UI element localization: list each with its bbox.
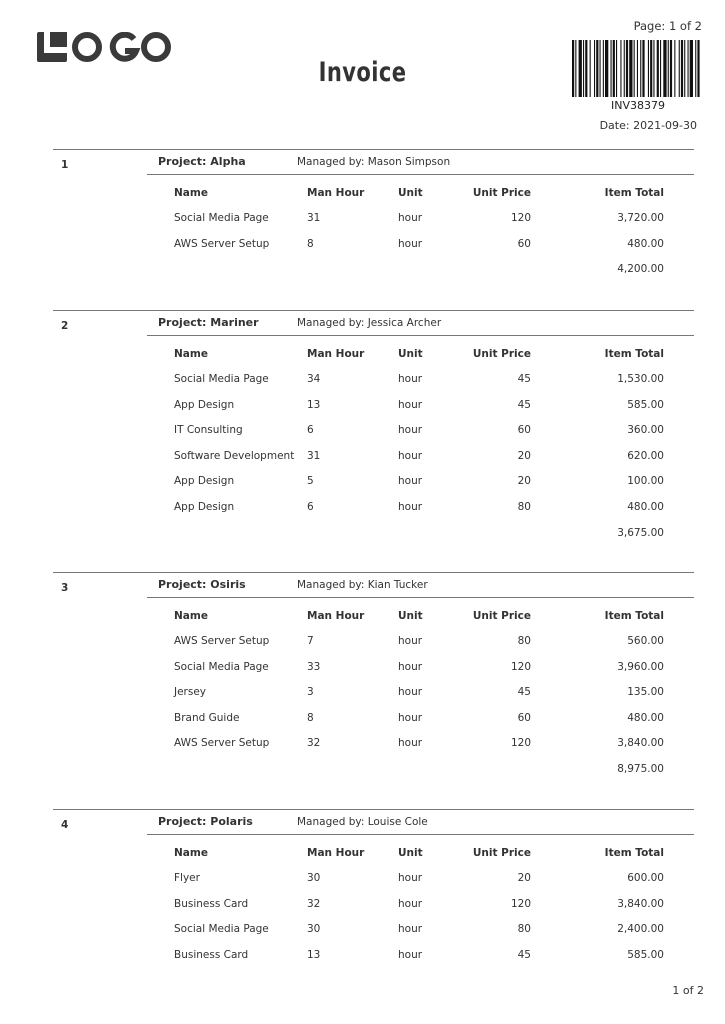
item-unit: hour xyxy=(398,398,423,411)
barcode-bar xyxy=(585,40,587,97)
item-unit-price: 45 xyxy=(517,398,531,411)
item-unit-price: 80 xyxy=(517,923,531,936)
item-name: AWS Server Setup xyxy=(174,737,270,750)
item-man-hour: 33 xyxy=(307,660,321,673)
barcode-bar xyxy=(679,40,680,97)
table-header xyxy=(0,187,725,203)
project-subtotal-row xyxy=(0,527,725,547)
page-indicator: Page: 1 of 2 xyxy=(633,19,702,33)
item-total: 585.00 xyxy=(627,398,664,411)
item-name: Jersey xyxy=(174,686,207,699)
column-header-item-total: Item Total xyxy=(604,187,664,199)
item-man-hour: 32 xyxy=(307,897,321,910)
item-man-hour: 13 xyxy=(307,398,321,411)
column-header-item-total: Item Total xyxy=(604,348,664,360)
table-row xyxy=(0,475,725,501)
item-name: App Design xyxy=(174,398,235,411)
column-header-name: Name xyxy=(174,187,208,199)
item-total: 2,400.00 xyxy=(617,923,664,936)
line-items xyxy=(0,212,725,283)
barcode-bar xyxy=(572,40,574,97)
item-man-hour: 34 xyxy=(307,373,321,385)
item-man-hour: 6 xyxy=(307,424,314,437)
column-header-unit: Unit xyxy=(398,847,423,859)
table-row xyxy=(0,501,725,527)
barcode-bar xyxy=(583,40,584,97)
barcode-bar xyxy=(690,40,693,97)
item-name: Business Card xyxy=(174,948,249,961)
item-total: 560.00 xyxy=(627,635,664,647)
column-header-name: Name xyxy=(174,348,208,360)
barcode-bar xyxy=(688,40,689,97)
item-total: 620.00 xyxy=(627,449,664,462)
section-divider xyxy=(53,310,694,311)
item-name: Flyer xyxy=(174,872,200,884)
item-man-hour: 3 xyxy=(307,686,314,699)
item-unit: hour xyxy=(398,948,423,961)
table-header xyxy=(0,847,725,863)
item-total: 3,960.00 xyxy=(617,660,664,673)
item-unit: hour xyxy=(398,212,423,224)
item-total: 585.00 xyxy=(627,948,664,961)
table-row xyxy=(0,923,725,949)
column-header-man-hour: Man Hour xyxy=(307,847,365,859)
table-row xyxy=(0,898,725,924)
table-row xyxy=(0,238,725,264)
barcode-bar xyxy=(629,40,632,97)
table-row xyxy=(0,737,725,763)
table-row xyxy=(0,686,725,712)
table-row xyxy=(0,399,725,425)
item-total: 100.00 xyxy=(627,475,664,488)
barcode-bar xyxy=(660,40,661,97)
table-row xyxy=(0,712,725,738)
item-man-hour: 7 xyxy=(307,635,314,647)
section-divider xyxy=(53,149,694,150)
project-name: Project: Osiris xyxy=(158,578,246,591)
item-name: Business Card xyxy=(174,897,249,910)
item-man-hour: 31 xyxy=(307,449,321,462)
barcode xyxy=(572,40,700,97)
item-unit-price: 60 xyxy=(517,711,531,724)
barcode-bar xyxy=(674,40,675,97)
item-total: 600.00 xyxy=(627,872,664,884)
barcode-bar xyxy=(684,40,685,97)
column-header-unit-price: Unit Price xyxy=(472,348,531,360)
invoice-number: INV38379 xyxy=(611,99,665,112)
barcode-bar xyxy=(650,40,652,97)
item-unit: hour xyxy=(398,500,423,513)
project-name: Project: Mariner xyxy=(158,316,259,329)
item-man-hour: 31 xyxy=(307,212,321,224)
table-row xyxy=(0,949,725,975)
barcode-bar xyxy=(648,40,649,97)
item-unit-price: 80 xyxy=(517,500,531,513)
column-header-name: Name xyxy=(174,847,208,859)
table-row xyxy=(0,635,725,661)
header-divider xyxy=(147,174,694,175)
column-header-name: Name xyxy=(174,610,208,622)
column-header-unit: Unit xyxy=(398,348,423,360)
item-name: AWS Server Setup xyxy=(174,635,270,647)
barcode-bar xyxy=(626,40,628,97)
column-header-man-hour: Man Hour xyxy=(307,187,365,199)
column-header-item-total: Item Total xyxy=(604,610,664,622)
item-man-hour: 6 xyxy=(307,500,314,513)
item-total: 480.00 xyxy=(627,500,664,513)
column-header-unit-price: Unit Price xyxy=(472,847,531,859)
barcode-bar xyxy=(590,40,591,97)
item-name: Social Media Page xyxy=(174,373,269,385)
item-man-hour: 5 xyxy=(307,475,314,488)
item-total: 480.00 xyxy=(627,711,664,724)
barcode-bar xyxy=(596,40,598,97)
column-header-unit-price: Unit Price xyxy=(472,610,531,622)
table-header xyxy=(0,610,725,626)
item-name: Social Media Page xyxy=(174,660,269,673)
project-number: 2 xyxy=(61,320,69,332)
barcode-bar xyxy=(670,40,672,97)
barcode-bar xyxy=(657,40,659,97)
item-unit: hour xyxy=(398,686,423,699)
item-total: 3,840.00 xyxy=(617,897,664,910)
item-unit: hour xyxy=(398,737,423,750)
project-subtotal-row xyxy=(0,763,725,783)
item-unit: hour xyxy=(398,373,423,385)
item-unit-price: 120 xyxy=(510,737,531,750)
item-unit: hour xyxy=(398,660,423,673)
barcode-bar xyxy=(624,40,625,97)
header-divider xyxy=(147,335,694,336)
item-name: App Design xyxy=(174,475,235,488)
barcode-bar xyxy=(668,40,669,97)
item-unit: hour xyxy=(398,635,423,647)
table-row xyxy=(0,212,725,238)
section-divider xyxy=(53,572,694,573)
table-row xyxy=(0,424,725,450)
table-header xyxy=(0,348,725,364)
section-divider xyxy=(53,809,694,810)
project-manager: Managed by: Louise Cole xyxy=(297,816,428,828)
item-man-hour: 8 xyxy=(307,237,314,250)
document-title: Invoice xyxy=(318,57,407,88)
item-name: Brand Guide xyxy=(174,711,240,724)
item-total: 360.00 xyxy=(627,424,664,437)
project-number: 3 xyxy=(61,582,69,594)
barcode-bar xyxy=(640,40,641,97)
item-total: 3,840.00 xyxy=(617,737,664,750)
barcode-bar xyxy=(620,40,621,97)
item-unit-price: 80 xyxy=(517,635,531,647)
item-name: Social Media Page xyxy=(174,923,269,936)
item-unit-price: 45 xyxy=(517,948,531,961)
item-name: AWS Server Setup xyxy=(174,237,270,250)
line-items xyxy=(0,373,725,547)
item-unit: hour xyxy=(398,449,423,462)
column-header-item-total: Item Total xyxy=(604,847,664,859)
project-manager: Managed by: Kian Tucker xyxy=(297,579,428,591)
project-subtotal: 8,975.00 xyxy=(617,762,664,775)
item-unit-price: 45 xyxy=(517,686,531,699)
column-header-man-hour: Man Hour xyxy=(307,348,365,360)
barcode-bar xyxy=(653,40,654,97)
project-name: Project: Alpha xyxy=(158,155,246,168)
barcode-bar xyxy=(642,40,644,97)
column-header-unit: Unit xyxy=(398,610,423,622)
project-subtotal: 3,675.00 xyxy=(617,526,664,539)
barcode-bar xyxy=(695,40,696,97)
item-unit: hour xyxy=(398,424,423,437)
item-man-hour: 13 xyxy=(307,948,321,961)
table-row xyxy=(0,661,725,687)
page-footer-number: 1 of 2 xyxy=(672,984,704,997)
project-number: 4 xyxy=(61,819,69,831)
table-row xyxy=(0,373,725,399)
line-items xyxy=(0,872,725,974)
project-subtotal: 4,200.00 xyxy=(617,263,664,276)
barcode-bar xyxy=(605,40,608,97)
barcode-bar xyxy=(603,40,604,97)
item-unit-price: 60 xyxy=(517,237,531,250)
item-unit-price: 60 xyxy=(517,424,531,437)
barcode-bar xyxy=(637,40,638,97)
barcode-bar xyxy=(600,40,601,97)
item-name: IT Consulting xyxy=(174,424,243,437)
barcode-bar xyxy=(634,40,635,97)
item-unit-price: 120 xyxy=(510,660,531,673)
header-divider xyxy=(147,597,694,598)
item-name: App Design xyxy=(174,500,235,513)
project-manager: Managed by: Jessica Archer xyxy=(297,317,442,329)
header-divider xyxy=(147,834,694,835)
table-row xyxy=(0,450,725,476)
item-unit: hour xyxy=(398,711,423,724)
barcode-bar xyxy=(594,40,595,97)
item-total: 3,720.00 xyxy=(617,212,664,224)
item-unit-price: 20 xyxy=(517,872,531,884)
item-unit-price: 120 xyxy=(510,897,531,910)
barcode-bar xyxy=(579,40,582,97)
barcode-bar xyxy=(663,40,666,97)
project-manager: Managed by: Mason Simpson xyxy=(297,156,451,168)
item-unit-price: 20 xyxy=(517,449,531,462)
item-man-hour: 30 xyxy=(307,872,321,884)
barcode-bar xyxy=(616,40,617,97)
column-header-unit: Unit xyxy=(398,187,423,199)
item-unit-price: 20 xyxy=(517,475,531,488)
item-man-hour: 8 xyxy=(307,711,314,724)
item-total: 135.00 xyxy=(627,686,664,699)
item-total: 480.00 xyxy=(627,237,664,250)
item-unit: hour xyxy=(398,897,423,910)
item-name: Social Media Page xyxy=(174,212,269,224)
item-man-hour: 30 xyxy=(307,923,321,936)
item-unit-price: 120 xyxy=(510,212,531,224)
table-row xyxy=(0,872,725,898)
barcode-bar xyxy=(681,40,683,97)
project-number: 1 xyxy=(61,159,69,171)
invoice-date: Date: 2021-09-30 xyxy=(599,119,697,132)
item-unit: hour xyxy=(398,475,423,488)
line-items xyxy=(0,635,725,783)
item-unit: hour xyxy=(398,923,423,936)
column-header-man-hour: Man Hour xyxy=(307,610,365,622)
barcode-bar xyxy=(611,40,612,97)
item-unit-price: 45 xyxy=(517,373,531,385)
project-subtotal-row xyxy=(0,263,725,283)
item-name: Software Development xyxy=(174,449,295,462)
item-man-hour: 32 xyxy=(307,737,321,750)
barcode-bar xyxy=(697,40,699,97)
item-total: 1,530.00 xyxy=(617,373,664,385)
barcode-bar xyxy=(575,40,576,97)
barcode-bar xyxy=(613,40,615,97)
item-unit: hour xyxy=(398,872,423,884)
item-unit: hour xyxy=(398,237,423,250)
project-name: Project: Polaris xyxy=(158,815,253,828)
column-header-unit-price: Unit Price xyxy=(472,187,531,199)
